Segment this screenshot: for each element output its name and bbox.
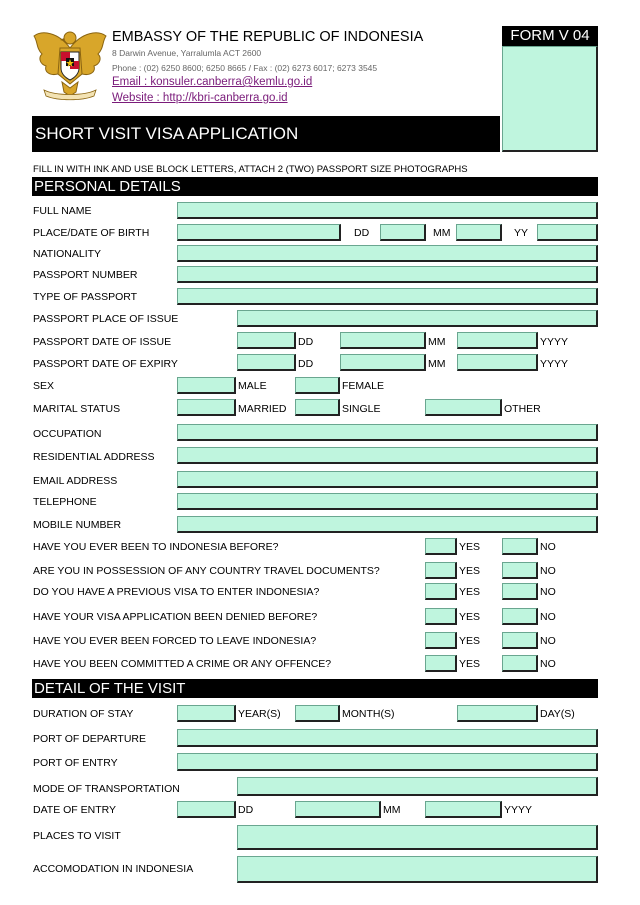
birth-mm-label: MM bbox=[433, 227, 451, 239]
birth-label: PLACE/DATE OF BIRTH bbox=[33, 227, 150, 239]
entry-date-dd-label: DD bbox=[238, 804, 254, 816]
birth-dd-field[interactable] bbox=[380, 224, 426, 241]
sex-male-label: MALE bbox=[238, 380, 267, 392]
passport-issue-yyyy-field[interactable] bbox=[457, 332, 538, 349]
passport-issue-mm-field[interactable] bbox=[340, 332, 426, 349]
q1-no-label: NO bbox=[540, 541, 556, 553]
duration-years-field[interactable] bbox=[177, 705, 236, 722]
telephone-label: TELEPHONE bbox=[33, 496, 97, 508]
nationality-label: NATIONALITY bbox=[33, 248, 102, 260]
question-been-to-indonesia: HAVE YOU EVER BEEN TO INDONESIA BEFORE? bbox=[33, 541, 279, 553]
passport-expiry-dd-label: DD bbox=[298, 358, 314, 370]
marital-other-label: OTHER bbox=[504, 403, 541, 415]
q6-no-label: NO bbox=[540, 658, 556, 670]
sex-female-checkbox[interactable] bbox=[295, 377, 340, 394]
passport-issue-dd-field[interactable] bbox=[237, 332, 296, 349]
transport-label: MODE OF TRANSPORTATION bbox=[33, 783, 180, 795]
duration-months-field[interactable] bbox=[295, 705, 340, 722]
birth-yy-field[interactable] bbox=[537, 224, 598, 241]
departure-label: PORT OF DEPARTURE bbox=[33, 733, 146, 745]
birth-mm-field[interactable] bbox=[456, 224, 502, 241]
photo-box[interactable] bbox=[502, 46, 598, 152]
passport-issue-mm-label: MM bbox=[428, 336, 446, 348]
q4-no-label: NO bbox=[540, 611, 556, 623]
sex-male-checkbox[interactable] bbox=[177, 377, 236, 394]
occupation-field[interactable] bbox=[177, 424, 598, 441]
q5-no-checkbox[interactable] bbox=[502, 632, 538, 649]
q6-yes-label: YES bbox=[459, 658, 481, 670]
birth-yy-label: YY bbox=[514, 227, 529, 239]
q2-yes-label: YES bbox=[459, 565, 481, 577]
email-label: EMAIL ADDRESS bbox=[33, 475, 118, 487]
entry-date-yyyy-label: YYYY bbox=[504, 804, 533, 816]
passport-number-field[interactable] bbox=[177, 266, 598, 283]
mobile-label: MOBILE NUMBER bbox=[33, 519, 122, 531]
birth-dd-label: DD bbox=[354, 227, 370, 239]
embassy-name: EMBASSY OF THE REPUBLIC OF INDONESIA bbox=[112, 29, 424, 45]
passport-expiry-mm-label: MM bbox=[428, 358, 446, 370]
address-field[interactable] bbox=[177, 447, 598, 464]
birth-place-field[interactable] bbox=[177, 224, 341, 241]
question-travel-documents: ARE YOU IN POSSESSION OF ANY COUNTRY TRAVEL DOCUMENTS? bbox=[33, 565, 380, 577]
embassy-website-link[interactable]: Website : http://kbri-canberra.go.id bbox=[112, 92, 288, 104]
q3-no-label: NO bbox=[540, 586, 556, 598]
duration-days-label: DAY(S) bbox=[540, 708, 575, 720]
transport-field[interactable] bbox=[237, 777, 598, 796]
passport-place-label: PASSPORT PLACE OF ISSUE bbox=[33, 313, 179, 325]
instruction-text: FILL IN WITH INK AND USE BLOCK LETTERS, ATTACH 2 (TWO) PASSPORT SIZE PHOTOGRAPHS bbox=[33, 164, 468, 175]
q4-yes-checkbox[interactable] bbox=[425, 608, 457, 625]
duration-years-label: YEAR(S) bbox=[238, 708, 281, 720]
q1-no-checkbox[interactable] bbox=[502, 538, 538, 555]
email-field[interactable] bbox=[177, 471, 598, 488]
nationality-field[interactable] bbox=[177, 245, 598, 262]
marital-label: MARITAL STATUS bbox=[33, 403, 121, 415]
entry-port-label: PORT OF ENTRY bbox=[33, 757, 118, 769]
passport-expiry-dd-field[interactable] bbox=[237, 354, 296, 371]
places-label: PLACES TO VISIT bbox=[33, 830, 121, 842]
mobile-field[interactable] bbox=[177, 516, 598, 533]
q2-yes-checkbox[interactable] bbox=[425, 562, 457, 579]
telephone-field[interactable] bbox=[177, 493, 598, 510]
question-previous-visa: DO YOU HAVE A PREVIOUS VISA TO ENTER INDONESIA? bbox=[33, 586, 320, 598]
q5-yes-checkbox[interactable] bbox=[425, 632, 457, 649]
question-forced-leave: HAVE YOU EVER BEEN FORCED TO LEAVE INDONESIA? bbox=[33, 635, 317, 647]
embassy-address: 8 Darwin Avenue, Yarralumla ACT 2600 bbox=[112, 48, 262, 58]
entry-date-mm-label: MM bbox=[383, 804, 401, 816]
duration-days-field[interactable] bbox=[457, 705, 538, 722]
accommodation-label: ACCOMODATION IN INDONESIA bbox=[33, 863, 194, 875]
places-field[interactable] bbox=[237, 825, 598, 850]
q5-yes-label: YES bbox=[459, 635, 481, 647]
passport-type-label: TYPE OF PASSPORT bbox=[33, 291, 138, 303]
q4-no-checkbox[interactable] bbox=[502, 608, 538, 625]
sex-female-label: FEMALE bbox=[342, 380, 385, 392]
q1-yes-checkbox[interactable] bbox=[425, 538, 457, 555]
occupation-label: OCCUPATION bbox=[33, 428, 102, 440]
section-visit-details: DETAIL OF THE VISIT bbox=[32, 679, 598, 698]
passport-expiry-mm-field[interactable] bbox=[340, 354, 426, 371]
q3-yes-checkbox[interactable] bbox=[425, 583, 457, 600]
q4-yes-label: YES bbox=[459, 611, 481, 623]
form-code-badge: FORM V 04 bbox=[502, 26, 598, 46]
passport-place-field[interactable] bbox=[237, 310, 598, 327]
q5-no-label: NO bbox=[540, 635, 556, 647]
passport-issue-yyyy-label: YYYY bbox=[540, 336, 569, 348]
q6-no-checkbox[interactable] bbox=[502, 655, 538, 672]
passport-expiry-yyyy-field[interactable] bbox=[457, 354, 538, 371]
accommodation-field[interactable] bbox=[237, 856, 598, 883]
q6-yes-checkbox[interactable] bbox=[425, 655, 457, 672]
entry-date-mm-field[interactable] bbox=[295, 801, 381, 818]
entry-date-dd-field[interactable] bbox=[177, 801, 236, 818]
q2-no-checkbox[interactable] bbox=[502, 562, 538, 579]
marital-single-checkbox[interactable] bbox=[295, 399, 340, 416]
passport-expiry-label: PASSPORT DATE OF EXPIRY bbox=[33, 358, 178, 370]
question-visa-denied: HAVE YOUR VISA APPLICATION BEEN DENIED BEFORE? bbox=[33, 611, 318, 623]
passport-issue-label: PASSPORT DATE OF ISSUE bbox=[33, 336, 172, 348]
passport-number-label: PASSPORT NUMBER bbox=[33, 269, 138, 281]
embassy-phone: Phone : (02) 6250 8600; 6250 8665 / Fax : (02) 6273 6017; 6273 3545 bbox=[112, 63, 378, 73]
marital-other-checkbox[interactable] bbox=[425, 399, 502, 416]
question-crime: HAVE YOU BEEN COMMITTED A CRIME OR ANY OFFENCE? bbox=[33, 658, 332, 670]
marital-married-label: MARRIED bbox=[238, 403, 287, 415]
entry-port-field[interactable] bbox=[177, 753, 598, 771]
passport-expiry-yyyy-label: YYYY bbox=[540, 358, 569, 370]
marital-married-checkbox[interactable] bbox=[177, 399, 236, 416]
garuda-emblem-icon bbox=[30, 26, 110, 102]
q2-no-label: NO bbox=[540, 565, 556, 577]
departure-field[interactable] bbox=[177, 729, 598, 747]
duration-label: DURATION OF STAY bbox=[33, 708, 134, 720]
marital-single-label: SINGLE bbox=[342, 403, 381, 415]
passport-issue-dd-label: DD bbox=[298, 336, 314, 348]
form-title-bar: SHORT VISIT VISA APPLICATION bbox=[32, 116, 500, 152]
address-label: RESIDENTIAL ADDRESS bbox=[33, 451, 155, 463]
duration-months-label: MONTH(S) bbox=[342, 708, 395, 720]
sex-label: SEX bbox=[33, 380, 55, 392]
section-personal-details: PERSONAL DETAILS bbox=[32, 177, 598, 196]
entry-date-label: DATE OF ENTRY bbox=[33, 804, 117, 816]
passport-type-field[interactable] bbox=[177, 288, 598, 305]
full-name-label: FULL NAME bbox=[33, 205, 92, 217]
q1-yes-label: YES bbox=[459, 541, 481, 553]
full-name-field[interactable] bbox=[177, 202, 598, 219]
q3-yes-label: YES bbox=[459, 586, 481, 598]
entry-date-yyyy-field[interactable] bbox=[425, 801, 502, 818]
q3-no-checkbox[interactable] bbox=[502, 583, 538, 600]
embassy-email-link[interactable]: Email : konsuler.canberra@kemlu.go.id bbox=[112, 76, 313, 88]
